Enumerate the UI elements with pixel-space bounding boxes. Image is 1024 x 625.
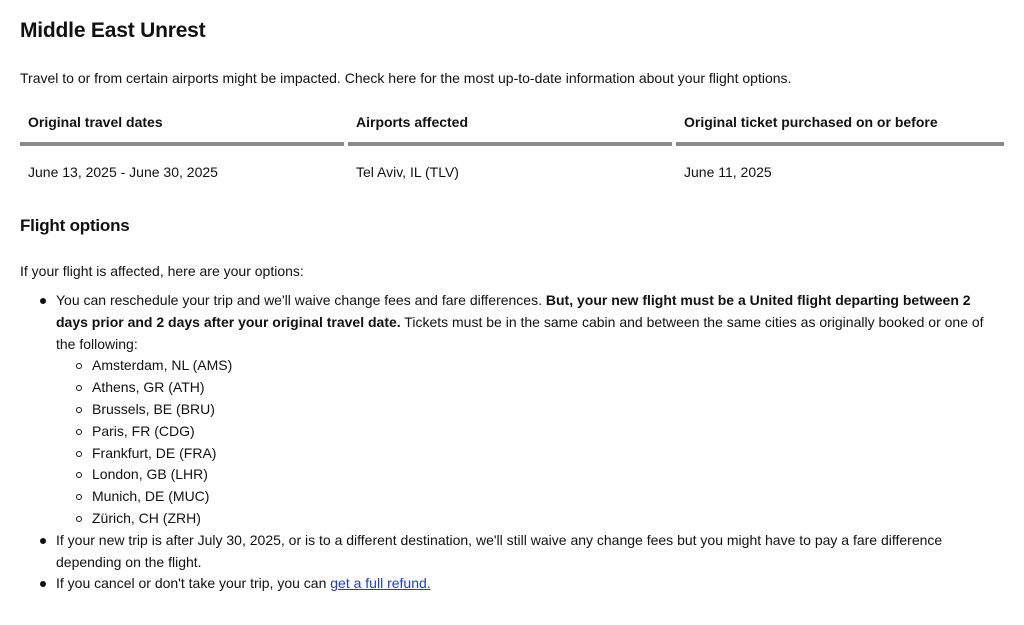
page-title: Middle East Unrest (20, 19, 206, 42)
list-item-city: Athens, GR (ATH) (56, 377, 1004, 399)
option-reschedule-text: You can reschedule your trip and we'll waive change fees and fare differences. (56, 292, 546, 308)
cities-list (56, 355, 1004, 529)
list-item-city: Paris, FR (CDG) (56, 421, 1004, 443)
options-list (20, 280, 1004, 595)
list-item-city: Amsterdam, NL (AMS) (56, 355, 1004, 377)
list-item-city: Zürich, CH (ZRH) (56, 508, 1004, 530)
option-cancel (20, 573, 1004, 595)
flight-options-heading: Flight options (20, 216, 130, 235)
list-item-city: Frankfurt, DE (FRA) (56, 443, 1004, 465)
intro-text: Travel to or from certain airports might be impacted. Check here for the most up-to-date information about your flight options. (20, 70, 792, 86)
option-reschedule (20, 290, 1004, 530)
full-refund-link[interactable]: get a full refund. (330, 575, 431, 592)
table-cell-travel-dates: June 13, 2025 - June 30, 2025 (28, 164, 218, 180)
table-cell-airports: Tel Aviv, IL (TLV) (356, 164, 459, 180)
table-cell-ticket-purchase: June 11, 2025 (684, 164, 772, 180)
table-header-airports: Airports affected (348, 113, 672, 146)
table-header-ticket-purchase: Original ticket purchased on or before (676, 113, 1004, 146)
option-reschedule-text-2: Tickets must be in the same cabin and between the same cities as originally booked or one of the following: (56, 313, 984, 352)
list-item-city: Munich, DE (MUC) (56, 486, 1004, 508)
list-item-city: London, GB (LHR) (56, 464, 1004, 486)
option-cancel-text: If you cancel or don't take your trip, you can (56, 575, 331, 592)
travel-dates-table (20, 113, 1004, 181)
list-item-city: Brussels, BE (BRU) (56, 399, 1004, 421)
table-header-travel-dates: Original travel dates (20, 113, 344, 146)
option-reschedule-bold: But, your new flight must be a United flight departing between 2 days prior and 2 days after your original travel date. (56, 292, 971, 330)
option-new-trip: If your new trip is after July 30, 2025, or is to a different destination, we'll still waive any change fees but you might have to pay a fare difference depending on the flight. (20, 530, 1004, 574)
flight-options-lead: If your flight is affected, here are your options: (20, 263, 304, 279)
